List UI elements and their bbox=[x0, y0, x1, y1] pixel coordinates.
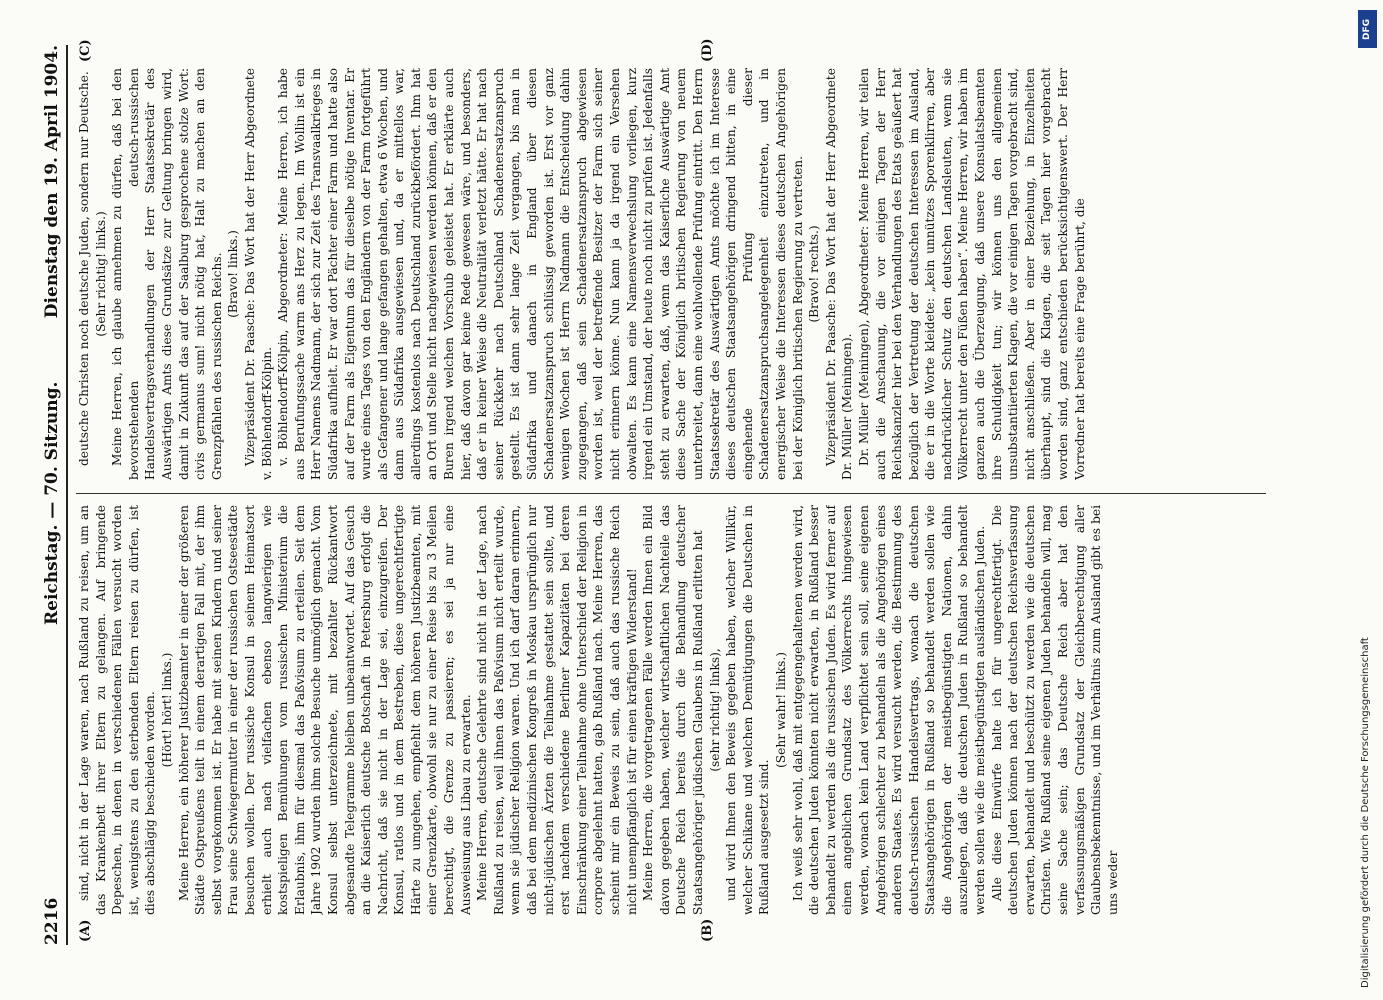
interjection: (Sehr wahr! links.) bbox=[773, 652, 788, 768]
paragraph: Dr. Müller (Meiningen), Abgeordneter: Meine Herren, wir teilen auch die Anschauung, die vor einigen Tagen der Herr Reichskanzler hier bei den Verhandlungen des Etats geäußert hat bezüglich der Vertretung der deutschen Interessen im Ausland, die er in die Worte kleidete: „kein unnützes Sporenklirren, aber nachdrücklicher Schutz den deutschen Landsleuten, wenn sie Völkerrecht unter den Füßen haben“. Meine Herren, wir haben im ganzen auch die Überzeugung, daß unsere Konsulatsbeamten ihre Schuldigkeit tun; wir können uns den allgemeinen unsubstantiierten Klagen, die vor einigen Tagen vorgebracht sind, nicht anschließen. Aber in einer Beziehung, in Einzelheiten überhaupt, sind die Klagen, die seit Tagen hier vorgebracht worden sind, ganz entschieden berücksichtigenswert. Der Herr Vorredner hat bereits eine Frage berührt, die bbox=[856, 68, 1087, 480]
header-date: Dienstag den 19. April 1904. bbox=[42, 45, 62, 319]
paragraph: deutsche Christen noch deutsche Juden, sondern nur Deutsche. bbox=[77, 71, 91, 466]
interjection: (sehr richtig! links), bbox=[707, 648, 722, 772]
paragraph: und wird Ihnen den Beweis gegeben haben, welcher Willkür, welcher Schikane und welchen Demütigungen die Deutschen in Rußland ausgesetzt sind. bbox=[724, 505, 772, 915]
paragraph: Meine Herren, ein höherer Justizbeamter in einer der größeren Städte Ostpreußens teilt in einem derartigen Fall mit, der ihm selbst vorgekommen ist. Er habe mit seinen Kindern und seiner Frau seine Schwiegermutter in einer der russischen Ostseestädte besuchen wollen. Der russische Konsul in seinem Heimatsort erhielt auch nach vielfachen ebenso langwierigen wie kostspieligen Bemühungen vom russischen Ministerium die Erlaubnis, ihm für diesmal das Paßvisum zu erteilen. Seit dem Jahre 1902 wurden ihm solche Besuche unmöglich gemacht. Vom Konsul selbst unterzeichnete, mit bezahlter Rückantwort abgesandte Telegramme bleiben unbeantwortet. Auf das Gesuch an die Kaiserlich deutsche Botschaft in Petersburg erfolgt die Nachricht, daß sie nicht in der Lage sei, einzugreifen. Der Konsul, ratlos und in dem Bestreben, diese ungerechtfertigte Härte zu umgehen, empfiehlt dem höheren Justizbeamten, mit einer Grenzkarte, obwohl sie nur zu einer Reise bis zu 3 Meilen berechtigt, die Grenze zu passieren; es sei ja nur eine Ausweisung aus Libau zu erwarten. bbox=[176, 505, 473, 915]
paragraph: sind, nicht in der Lage waren, nach Rußland zu reisen, um an das Krankenbett ihrer Eltern zu gelangen. Auf bringende Depeschen, in denen in verschiedenen Fällen versucht worden ist, wenigstens zu den sterbenden Eltern reisen zu dürfen, ist dies abschlägig beschieden worden. bbox=[77, 505, 158, 915]
left-column bbox=[76, 505, 1266, 915]
header-session: Reichstag. — 70. Sitzung. bbox=[42, 381, 62, 625]
margin-marker-b: (B) bbox=[700, 918, 715, 942]
digitization-credit bbox=[1357, 8, 1379, 993]
dfg-logo: DFG bbox=[1358, 10, 1377, 48]
margin-marker-a: (A) bbox=[78, 919, 93, 942]
column-separator bbox=[76, 493, 1266, 494]
credit-text: Digitalisierung gefördert durch die Deutsche Forschungsgemeinschaft bbox=[1360, 637, 1371, 988]
margin-marker-d: (D) bbox=[700, 38, 715, 62]
interjection: (Hört! hört! links.) bbox=[159, 652, 174, 768]
interjection: (Sehr richtig! links.) bbox=[93, 211, 108, 337]
paragraph: Vizepräsident Dr. Paasche: Das Wort hat der Herr Abgeordnete Dr. Müller (Meiningen). bbox=[823, 68, 855, 480]
interjection: (Bravo! rechts.) bbox=[807, 225, 822, 323]
paragraph: Meine Herren, deutsche Gelehrte sind nicht in der Lage, nach Rußland zu reisen, weil ihnen das Paßvisum nicht erteilt wurde, wenn sie jüdischer Religion waren. Und ich darf daran erinnern, daß bei dem medizinischen Kongreß in Moskau ursprünglich nur nicht-jüdischen Ärzten die Teilnahme gestattet sein sollte, und erst nachdem verschiedene Berliner Kapazitäten bei deren Einschränkung einer Teilnahme ohne Unterschied der Religion in corpore abgelehnt hatten, gab Rußland nach. Meine Herren, das scheint mir ein Beweis zu sein, daß auch das russische Reich nicht unempfänglich ist für einen kräftigen Widerstand! bbox=[475, 505, 639, 915]
page-header bbox=[42, 45, 68, 945]
margin-marker-c: (C) bbox=[78, 39, 93, 62]
right-column bbox=[76, 68, 1266, 480]
interjection: (Bravo! links.) bbox=[226, 230, 241, 318]
paragraph: v. Böhlendorff-Kölpin, Abgeordneter: Meine Herren, ich habe aus Berufungssache warm ans Herz zu legen. Im Wollin ist ein Herr Namens Nadmann, der sich zur Zeit des Transvaalkrieges in Südafrika aufhielt. Er war dort Pächter einer Farm und hatte also auf der Farm als Eigentum das für dieselbe nötige Inventar. Er wurde eines Tages von den Engländern von der Farm fortgeführt als Gefangener und lange gefangen gehalten, etwa 6 Wochen, und dann aus Südafrika ausgewiesen und, da er mittellos war, allerdings kostenlos nach Deutschland zurückbefördert. Ihm hat an Ort und Stelle nicht nachgewiesen werden können, daß er den Buren irgend welchen Vorschub geleistet hat. Er erklärte auch hier, daß davon gar keine Rede gewesen wäre, und besonders, daß er in keiner Weise die Neutralität verletzt hätte. Er hat nach seiner Rückkehr nach Deutschland Schadenersatzanspruch gestellt. Es ist dann sehr lange Zeit vergangen, bis man in Südafrika und danach in England über diesen Schadenersatzanspruch schlüssig geworden ist. Erst vor ganz wenigen Wochen ist Herrn Nadmann die Entscheidung dahin zugegangen, daß sein Schadenersatzanspruch abgewiesen worden ist, weil der betreffende Besitzer der Farm sich seiner nicht erinnern könne. Nun kann ja da irgend ein Versehen obwalten. Es kann eine Namensverwechslung vorliegen, kurz irgend ein Umstand, der heute noch nicht zu prüfen ist. Jedenfalls steht zu erwarten, daß, wenn das Kaiserliche Auswärtige Amt diese Sache der Königlich britischen Regierung von neuem unterbreitet, dann eine wohlwollende Prüfung eintritt. Den Herrn Staatssekretär des Auswärtigen Amts möchte ich im Interesse dieses deutschen Staatsangehörigen dringend bitten, in eine eingehende Prüfung dieser Schadenersatzanspruchsangelegenheit einzutreten, und in energischer Weise die Interessen dieses deutschen Angehörigen bei der Königlich britischen Regierung zu vertreten. bbox=[276, 68, 805, 480]
paragraph: Alle diese Einwürfe halte ich für ungerechtfertigt. Die deutschen Juden können nach der deutschen Reichsverfassung erwarten, behandelt und beschützt zu werden wie die deutschen Christen. Wie Rußland seine eigenen Juden behandeln will, mag seine Sache sein; das Deutsche Reich aber hat den verfassungsmäßigen Grundsatz der Gleichberechtigung aller Glaubensbekenntnisse, und im Verhältnis zum Ausland gibt es bei uns weder bbox=[989, 505, 1120, 915]
paragraph: Meine Herren, die vorgetragenen Fälle werden Ihnen ein Bild davon gegeben haben, welcher wirtschaftlichen Nachteile das Deutsche Reich bereits durch die Behandlung deutscher Staatsangehöriger jüdischen Glaubens in Rußland erlitten hat bbox=[641, 505, 705, 915]
header-rule bbox=[66, 45, 68, 945]
paragraph: Vizepräsident Dr. Paasche: Das Wort hat der Herr Abgeordnete v. Böhlendorff-Kölpin. bbox=[242, 68, 274, 480]
paragraph: Ich weiß sehr wohl, daß mit entgegengehaltenen werden wird, die deutschen Juden könnten nicht erwarten, in Rußland besser behandelt zu werden als die russischen Juden. Es wird ferner auf einen angeblichen Grundsatz des Völkerrechts hingewiesen werden, wonach kein Land verpflichtet sein soll, seine eigenen Angehörigen schlechter zu behandeln als die Angehörigen eines anderen Staates. Es wird versucht werden, die Bestimmung des deutsch-russischen Handelsvertrags, wonach die deutschen Staatsangehörigen in Rußland so behandelt werden sollen wie die Angehörigen der meistbegünstigten Nationen, dahin auszulegen, daß die deutschen Juden in Rußland so behandelt werden sollen wie die meistbegünstigten ausländischen Juden. bbox=[790, 505, 988, 915]
page-number: 2216 bbox=[42, 897, 62, 945]
paragraph: Meine Herren, ich glaube annehmen zu dürfen, daß bei den bevorstehenden deutsch-russischen Handelsvertragsverhandlungen der Herr Staatssekretär des Auswärtigen Amts diese Grundsätze zur Geltung bringen wird, damit in Zukunft das auf der Saalburg gesprochene stolze Wort: civis germanus sum! nicht nötig hat, Halt zu machen an den Grenzpfählen des russischen Reichs. bbox=[110, 68, 224, 480]
